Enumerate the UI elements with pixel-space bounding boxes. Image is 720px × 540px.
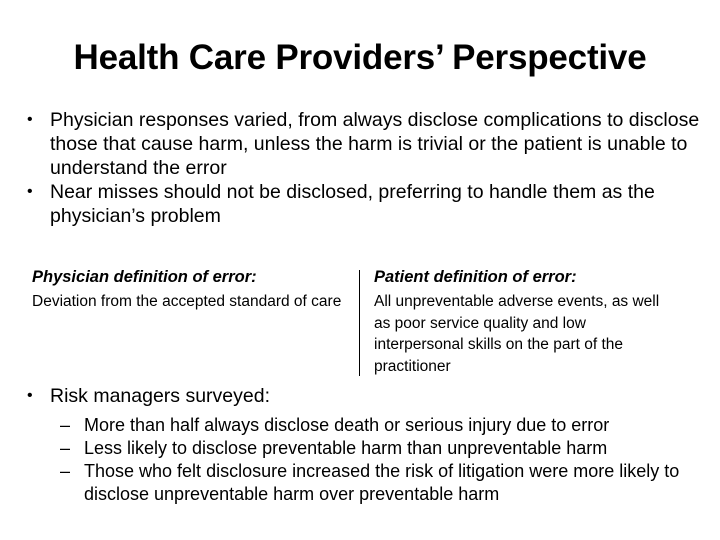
top-bullet-list [24,108,704,228]
patient-definition [374,266,674,377]
column-divider [359,270,360,376]
physician-definition [32,266,342,313]
physician-definition-text: Deviation from the accepted standard of care [32,293,342,310]
bullet-marker: • [27,183,33,200]
bullet-item [24,384,704,408]
sub-bullet-item [24,414,704,437]
sub-bullet-item [24,460,704,506]
dash-marker: – [60,415,71,435]
slide-title: Health Care Providers’ Perspective [73,38,647,77]
bottom-bullet-list [24,384,704,506]
bullet-item [24,108,704,180]
bullet-item [24,180,704,228]
dash-marker: – [60,461,71,481]
dash-marker: – [60,438,71,458]
bullet-marker: • [27,111,33,128]
patient-definition-heading: Patient definition of error: [374,268,577,286]
bullet-marker: • [27,387,33,404]
sub-bullet-list [24,414,704,506]
sub-bullet-item [24,437,704,460]
definitions-columns [32,266,692,378]
patient-definition-text: All unpreventable adverse events, as well as poor service quality and low interpersonal skills on the part of the practitioner [374,293,660,375]
bullet-text: Physician responses varied, from always disclose complications to disclose those that cause harm, unless the harm is trivial or the patient is unable to understand the error [50,109,700,179]
physician-definition-heading: Physician definition of error: [32,268,257,286]
sub-bullet-text: Less likely to disclose preventable harm than unpreventable harm [84,438,608,458]
bullet-text: Near misses should not be disclosed, preferring to handle them as the physician’s problem [50,181,655,227]
sub-bullet-text: More than half always disclose death or serious injury due to error [84,415,610,435]
bullet-text: Risk managers surveyed: [50,385,271,407]
sub-bullet-text: Those who felt disclosure increased the risk of litigation were more likely to disclose unpreventable harm over preventable harm [84,461,680,504]
